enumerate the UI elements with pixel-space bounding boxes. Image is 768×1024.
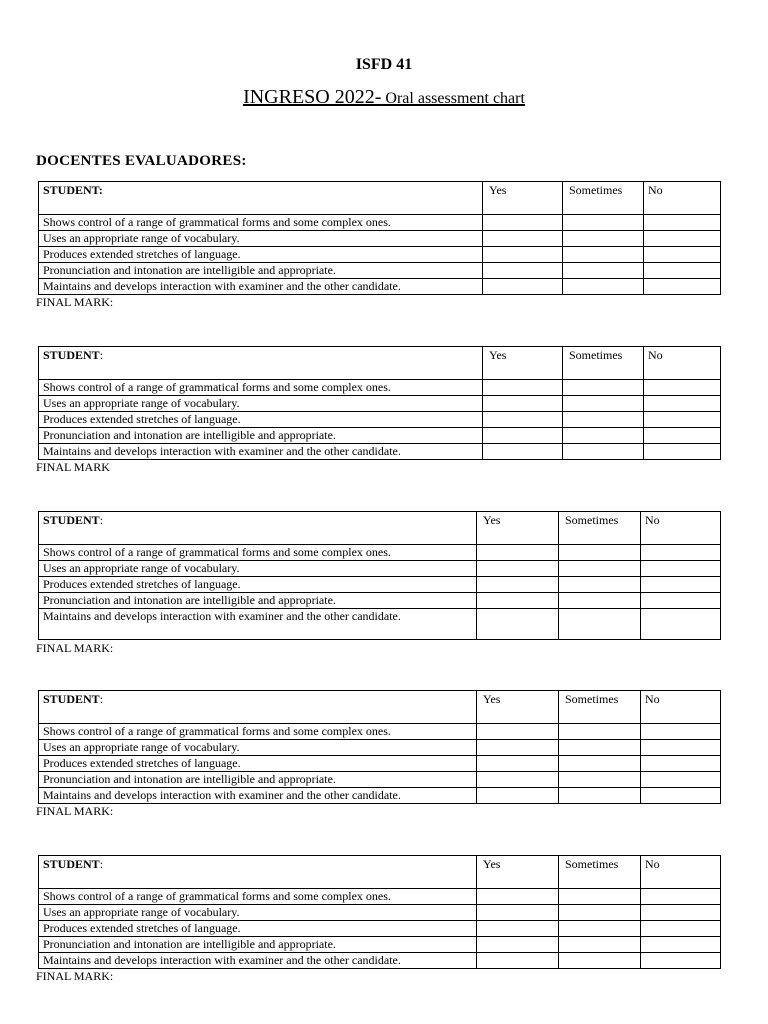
check-cell-sometimes[interactable] [563,396,644,412]
criterion-label: Uses an appropriate range of vocabulary. [39,396,483,412]
chart-title [0,86,768,109]
assessment-block-5 [38,855,716,983]
column-no: No [641,512,721,545]
check-cell-no[interactable] [644,444,721,460]
check-cell-sometimes[interactable] [563,428,644,444]
check-cell-no[interactable] [641,545,721,561]
criterion-label: Produces extended stretches of language. [39,412,483,428]
assessment-block-1 [38,181,716,309]
assessment-block-4 [38,690,716,818]
table-row [39,889,721,905]
table-row [39,593,721,609]
assessment-table [38,511,721,640]
table-row [39,444,721,460]
check-cell-yes[interactable] [483,396,563,412]
criterion-label: Maintains and develops interaction with examiner and the other candidate. [39,953,477,969]
check-cell-yes[interactable] [477,756,559,772]
table-row [39,263,721,279]
evaluators-label: DOCENTES EVALUADORES: [36,153,247,169]
check-cell-no[interactable] [641,561,721,577]
table-header-row [39,182,721,215]
table-row [39,788,721,804]
criterion-label: Shows control of a range of grammatical forms and some complex ones. [39,380,483,396]
check-cell-no[interactable] [644,396,721,412]
check-cell-yes[interactable] [483,247,563,263]
check-cell-sometimes[interactable] [559,593,641,609]
column-no: No [641,691,721,724]
check-cell-no[interactable] [644,412,721,428]
column-yes: Yes [483,182,563,215]
criterion-label: Pronunciation and intonation are intelligible and appropriate. [39,428,483,444]
column-sometimes: Sometimes [559,856,641,889]
check-cell-sometimes[interactable] [559,889,641,905]
check-cell-yes[interactable] [483,279,563,295]
check-cell-no[interactable] [644,247,721,263]
check-cell-no[interactable] [644,215,721,231]
column-no: No [644,182,721,215]
check-cell-sometimes[interactable] [559,756,641,772]
check-cell-sometimes[interactable] [559,724,641,740]
table-row [39,396,721,412]
table-row [39,937,721,953]
criterion-label: Shows control of a range of grammatical forms and some complex ones. [39,545,477,561]
table-row [39,740,721,756]
table-row [39,756,721,772]
column-sometimes: Sometimes [559,512,641,545]
criterion-label: Pronunciation and intonation are intelligible and appropriate. [39,593,477,609]
criterion-label: Uses an appropriate range of vocabulary. [39,231,483,247]
criterion-label: Maintains and develops interaction with examiner and the other candidate. [39,609,477,640]
check-cell-yes[interactable] [477,740,559,756]
check-cell-sometimes[interactable] [563,231,644,247]
student-name-cell[interactable]: STUDENT: [39,182,483,215]
title-small-text: Oral assessment chart [381,90,525,107]
assessment-block-2 [38,346,716,474]
column-yes: Yes [483,347,563,380]
check-cell-yes[interactable] [477,577,559,593]
check-cell-no[interactable] [641,724,721,740]
final-mark-label: FINAL MARK [36,460,110,474]
assessment-block-3 [38,511,716,655]
column-sometimes: Sometimes [563,347,644,380]
check-cell-yes[interactable] [477,593,559,609]
criterion-label: Pronunciation and intonation are intelligible and appropriate. [39,937,477,953]
column-no: No [644,347,721,380]
table-header-row [39,856,721,889]
table-row [39,609,721,640]
column-yes: Yes [477,691,559,724]
check-cell-no[interactable] [641,788,721,804]
table-row [39,380,721,396]
table-row [39,905,721,921]
table-row [39,953,721,969]
column-yes: Yes [477,856,559,889]
check-cell-sometimes[interactable] [563,380,644,396]
table-row [39,247,721,263]
check-cell-yes[interactable] [483,444,563,460]
table-row [39,724,721,740]
table-row [39,428,721,444]
check-cell-sometimes[interactable] [559,905,641,921]
criterion-label: Shows control of a range of grammatical forms and some complex ones. [39,889,477,905]
table-header-row [39,691,721,724]
check-cell-sometimes[interactable] [563,412,644,428]
check-cell-no[interactable] [641,577,721,593]
table-row [39,279,721,295]
final-mark-label: FINAL MARK: [36,641,114,655]
criterion-label: Produces extended stretches of language. [39,247,483,263]
check-cell-no[interactable] [641,889,721,905]
table-header-row [39,512,721,545]
check-cell-sometimes[interactable] [559,545,641,561]
criterion-label: Shows control of a range of grammatical forms and some complex ones. [39,215,483,231]
table-row [39,215,721,231]
table-row [39,921,721,937]
check-cell-sometimes[interactable] [559,937,641,953]
check-cell-no[interactable] [641,740,721,756]
check-cell-no[interactable] [641,905,721,921]
table-row [39,577,721,593]
check-cell-sometimes[interactable] [563,247,644,263]
criterion-label: Pronunciation and intonation are intelligible and appropriate. [39,772,477,788]
check-cell-yes[interactable] [477,545,559,561]
check-cell-yes[interactable] [477,561,559,577]
check-cell-no[interactable] [641,937,721,953]
check-cell-sometimes[interactable] [559,561,641,577]
check-cell-sometimes[interactable] [559,577,641,593]
final-mark-label: FINAL MARK: [36,804,114,818]
check-cell-yes[interactable] [483,412,563,428]
assessment-table [38,855,721,969]
column-sometimes: Sometimes [563,182,644,215]
criterion-label: Uses an appropriate range of vocabulary. [39,905,477,921]
criterion-label: Produces extended stretches of language. [39,921,477,937]
check-cell-yes[interactable] [477,788,559,804]
check-cell-sometimes[interactable] [559,788,641,804]
check-cell-yes[interactable] [483,231,563,247]
check-cell-no[interactable] [641,953,721,969]
institute-title: ISFD 41 [355,56,413,73]
criterion-label: Maintains and develops interaction with examiner and the other candidate. [39,444,483,460]
criterion-label: Shows control of a range of grammatical forms and some complex ones. [39,724,477,740]
table-row [39,772,721,788]
check-cell-no[interactable] [641,756,721,772]
check-cell-no[interactable] [644,279,721,295]
assessment-table [38,181,721,295]
check-cell-yes[interactable] [483,380,563,396]
check-cell-no[interactable] [641,593,721,609]
student-name-cell[interactable]: STUDENT: [39,512,477,545]
check-cell-yes[interactable] [477,724,559,740]
assessment-table [38,346,721,460]
table-row [39,561,721,577]
check-cell-yes[interactable] [477,889,559,905]
table-row [39,231,721,247]
check-cell-yes[interactable] [483,428,563,444]
title-main-text: INGRESO 2022- [243,86,382,108]
student-name-cell[interactable]: STUDENT: [39,856,477,889]
check-cell-no[interactable] [641,772,721,788]
check-cell-no[interactable] [641,609,721,640]
column-yes: Yes [477,512,559,545]
check-cell-no[interactable] [641,921,721,937]
check-cell-sometimes[interactable] [559,921,641,937]
check-cell-yes[interactable] [477,772,559,788]
criterion-label: Pronunciation and intonation are intelligible and appropriate. [39,263,483,279]
assessment-table [38,690,721,804]
check-cell-sometimes[interactable] [559,772,641,788]
check-cell-no[interactable] [644,428,721,444]
check-cell-sometimes[interactable] [559,740,641,756]
criterion-label: Produces extended stretches of language. [39,577,477,593]
check-cell-no[interactable] [644,380,721,396]
criterion-label: Maintains and develops interaction with examiner and the other candidate. [39,788,477,804]
check-cell-sometimes[interactable] [563,444,644,460]
check-cell-no[interactable] [644,231,721,247]
check-cell-sometimes[interactable] [559,609,641,640]
table-header-row [39,347,721,380]
final-mark-label: FINAL MARK: [36,969,114,983]
criterion-label: Produces extended stretches of language. [39,756,477,772]
table-row [39,545,721,561]
table-row [39,412,721,428]
check-cell-sometimes[interactable] [559,953,641,969]
column-no: No [641,856,721,889]
final-mark-label: FINAL MARK: [36,295,114,309]
check-cell-yes[interactable] [477,609,559,640]
check-cell-yes[interactable] [477,953,559,969]
column-sometimes: Sometimes [559,691,641,724]
criterion-label: Maintains and develops interaction with examiner and the other candidate. [39,279,483,295]
check-cell-yes[interactable] [483,263,563,279]
check-cell-no[interactable] [644,263,721,279]
check-cell-sometimes[interactable] [563,215,644,231]
check-cell-yes[interactable] [477,921,559,937]
check-cell-sometimes[interactable] [563,279,644,295]
check-cell-sometimes[interactable] [563,263,644,279]
student-name-cell[interactable]: STUDENT: [39,347,483,380]
check-cell-yes[interactable] [483,215,563,231]
student-name-cell[interactable]: STUDENT: [39,691,477,724]
check-cell-yes[interactable] [477,905,559,921]
criterion-label: Uses an appropriate range of vocabulary. [39,561,477,577]
check-cell-yes[interactable] [477,937,559,953]
criterion-label: Uses an appropriate range of vocabulary. [39,740,477,756]
